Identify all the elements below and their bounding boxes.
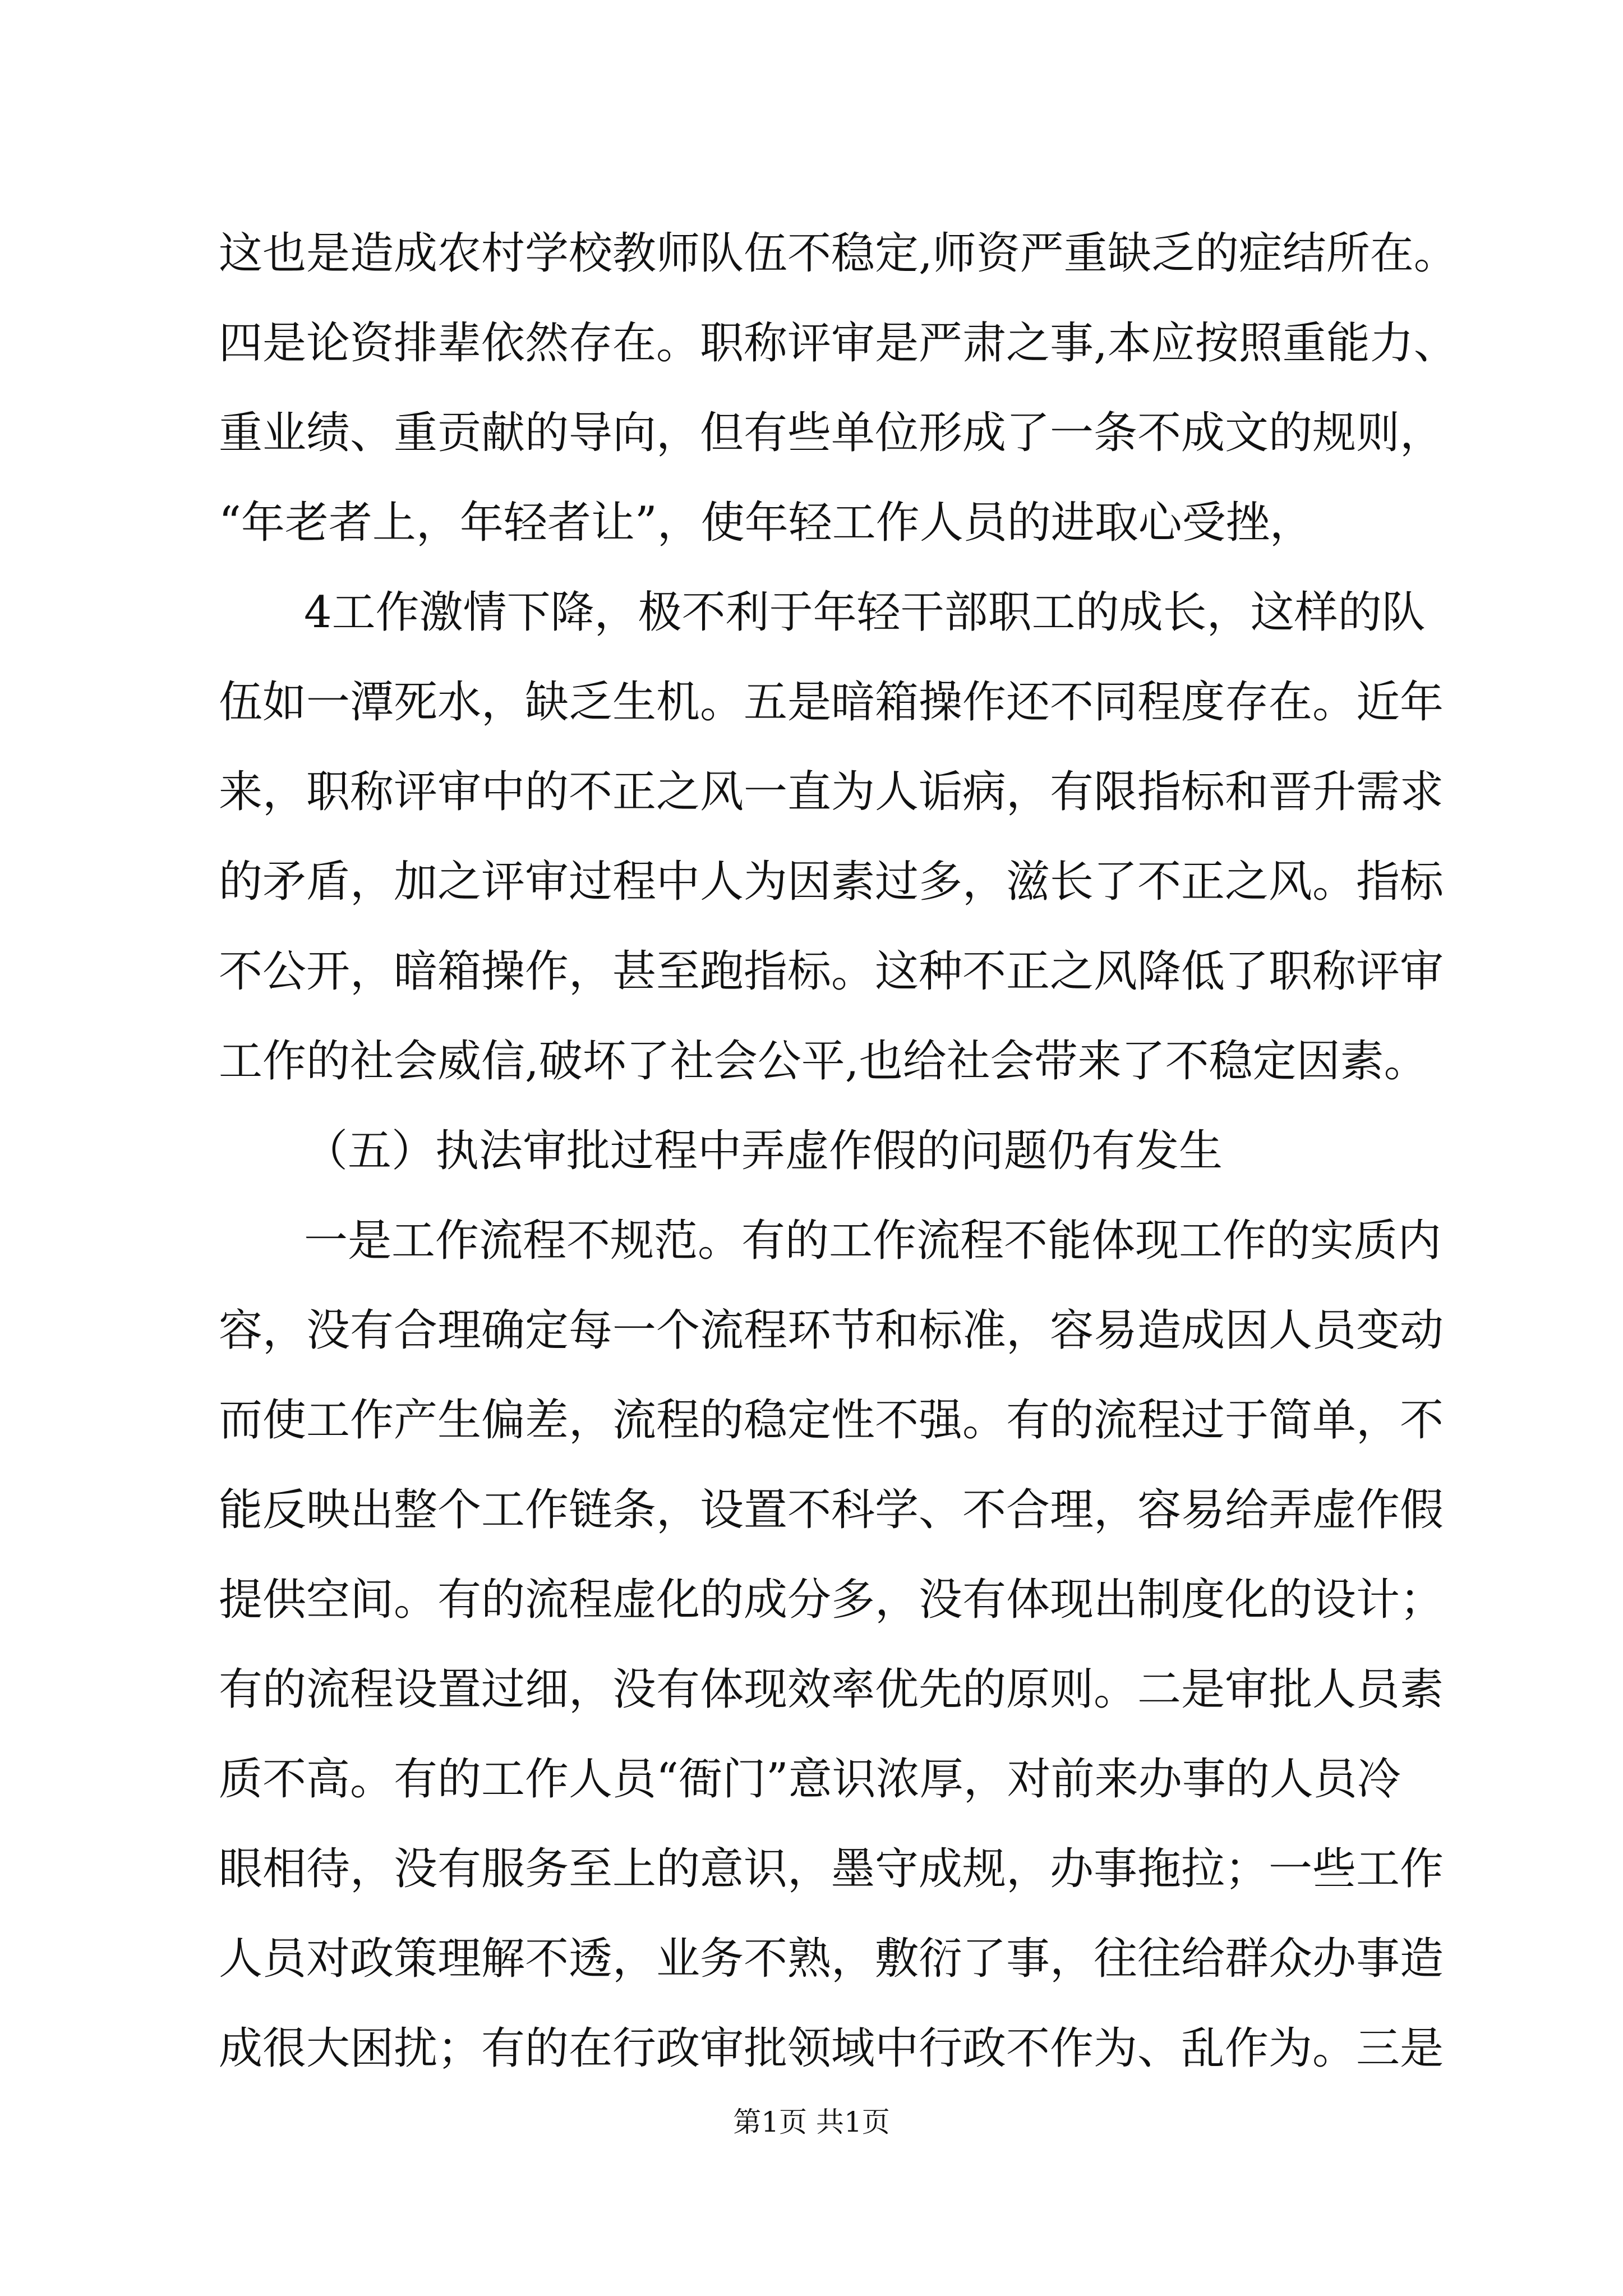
text-line: 伍如一潭死水，缺乏生机。五是暗箱操作还不同程度存在。近年 (219, 677, 1444, 728)
text-line: 一是工作流程不规范。有的工作流程不能体现工作的实质内 (304, 1216, 1442, 1266)
text-line: 这也是造成农村学校教师队伍不稳定,师资严重缺乏的症结所在。 (219, 228, 1458, 279)
text-line: 4工作激情下降，极不利于年轻干部职工的成长，这样的队 (304, 587, 1426, 638)
text-line: 容，没有合理确定每一个流程环节和标准，容易造成因人员变动 (219, 1305, 1444, 1356)
text-line: 有的流程设置过细，没有体现效率优先的原则。二是审批人员素 (219, 1664, 1444, 1715)
text-line: 重业绩、重贡献的导向，但有些单位形成了一条不成文的规则， (219, 408, 1444, 458)
text-line: 不公开，暗箱操作，甚至跑指标。这种不正之风降低了职称评审 (219, 946, 1444, 997)
text-line: “年老者上，年轻者让”，使年轻工作人员的进取心受挫， (219, 498, 1313, 548)
text-line: 提供空间。有的流程虚化的成分多，没有体现出制度化的设计； (219, 1575, 1444, 1625)
text-line: 的矛盾，加之评审过程中人为因素过多，滋长了不正之风。指标 (219, 857, 1444, 907)
text-line: 而使工作产生偏差，流程的稳定性不强。有的流程过于简单，不 (219, 1395, 1444, 1446)
text-line: 四是论资排辈依然存在。职称评审是严肃之事,本应按照重能力、 (219, 318, 1458, 369)
section-heading: （五）执法审批过程中弄虚作假的问题仍有发生 (304, 1126, 1223, 1176)
text-line: 成很大困扰；有的在行政审批领域中行政不作为、乱作为。三是 (219, 2023, 1444, 2074)
text-line: 质不高。有的工作人员“衙门”意识浓厚，对前来办事的人员冷 (219, 1754, 1401, 1805)
text-line: 人员对政策理解不透，业务不熟，敷衍了事，往往给群众办事造 (219, 1934, 1444, 1984)
text-line: 工作的社会威信,破坏了社会公平,也给社会带来了不稳定因素。 (219, 1036, 1428, 1087)
text-line: 眼相待，没有服务至上的意识，墨守成规，办事拖拉；一些工作 (219, 1844, 1444, 1894)
text-line: 来，职称评审中的不正之风一直为人诟病，有限指标和晋升需求 (219, 767, 1444, 817)
text-line: 能反映出整个工作链条，设置不科学、不合理，容易给弄虚作假 (219, 1485, 1444, 1535)
page-footer: 第1页 共1页 (733, 2106, 890, 2138)
